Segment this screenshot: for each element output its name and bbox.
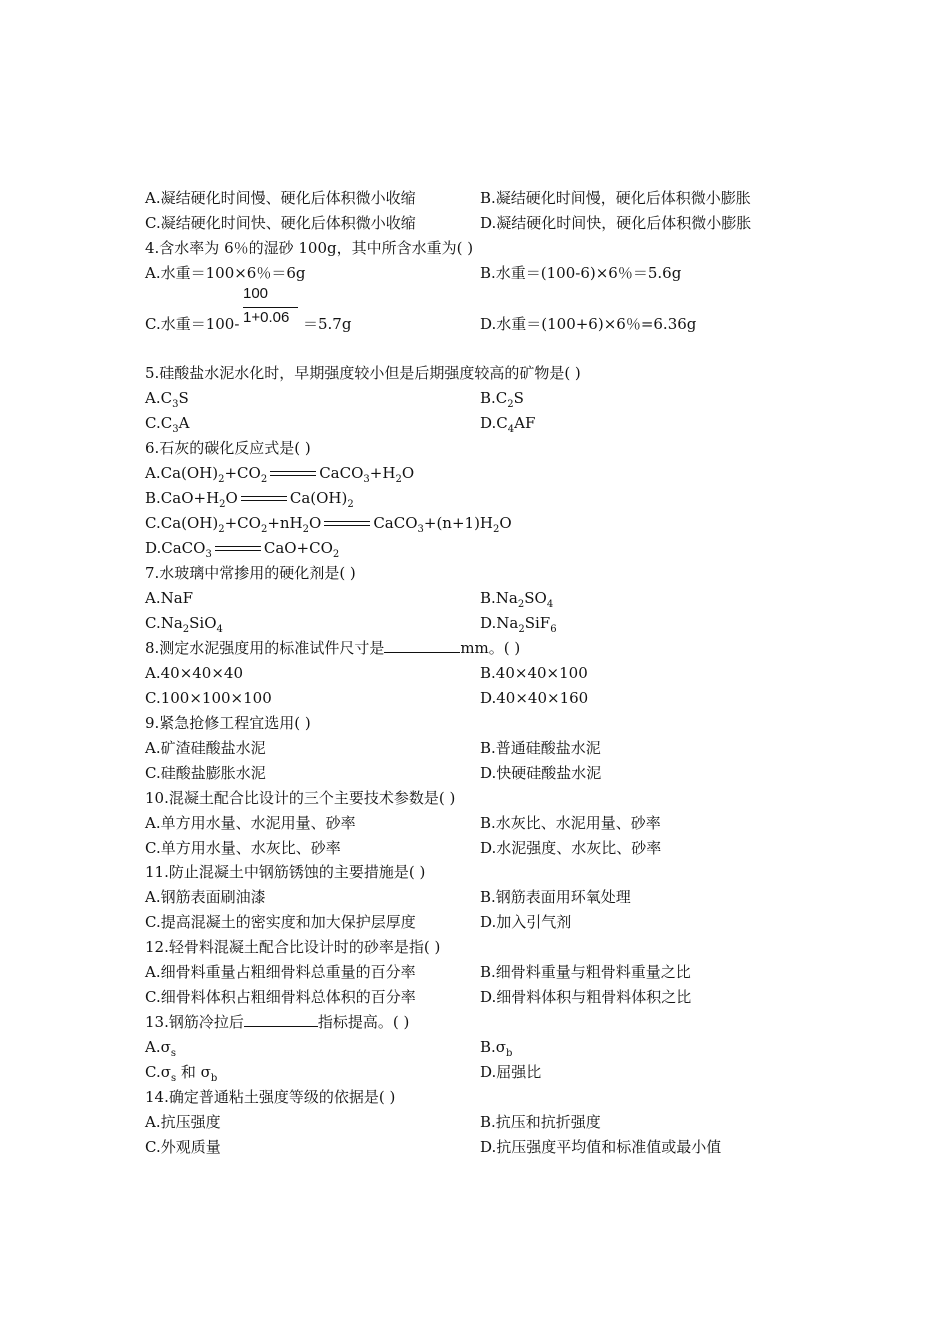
q8-answer-blank (384, 638, 460, 653)
q4-fraction-denominator: 1+0.06 (243, 309, 290, 326)
q13-option-d: D.屈强比 (480, 1063, 542, 1081)
q5-option-c: $C.C_3A$ (145, 414, 190, 435)
q13-stem: 13.钢筋冷拉后 指标提高。( ) (145, 1013, 410, 1031)
q10-option-d: D.水泥强度、水灰比、砂率 (480, 839, 662, 857)
q8-option-c: C.100×100×100 (145, 689, 272, 707)
q4-option-a: A.水重＝100×6％＝6g (145, 264, 306, 282)
q3-option-a: A.凝结硬化时间慢、硬化后体积微小收缩 (145, 189, 416, 207)
q14-option-d: D.抗压强度平均值和标准值或最小值 (480, 1138, 722, 1156)
q12-option-b: B.细骨料重量与粗骨料重量之比 (480, 963, 691, 981)
q4-stem: 4.含水率为 6％的湿砂 100g，其中所含水重为( ) (145, 239, 474, 257)
q3-option-d: D.凝结硬化时间快，硬化后体积微小膨胀 (480, 214, 752, 232)
q4-fraction-numerator: 100 (243, 285, 269, 302)
q6-option-a: $A.Ca(OH)_2+CO_2$ $CaCO_3+H_2O$ (145, 464, 415, 485)
q14-option-a: A.抗压强度 (145, 1113, 221, 1131)
q5-stem: 5.硅酸盐水泥水化时，早期强度较小但是后期强度较高的矿物是( ) (145, 364, 581, 382)
q6-stem: 6.石灰的碳化反应式是( ) (145, 439, 311, 457)
q4-fraction-bar (243, 307, 298, 308)
q8-stem: 8.测定水泥强度用的标准试件尺寸是 mm。( ) (145, 639, 521, 657)
q12-stem: 12.轻骨料混凝土配合比设计时的砂率是指( ) (145, 938, 441, 956)
q10-option-b: B.水灰比、水泥用量、砂率 (480, 814, 661, 832)
q7-option-c: $C.Na_2SiO_4$ (145, 614, 223, 635)
q11-option-b: B.钢筋表面用环氧处理 (480, 888, 631, 906)
q6-option-c: $C.Ca(OH)_2+CO_2+nH_2O$ $CaCO_3+(n+1)H_2O$ (145, 514, 512, 535)
q8-option-b: B.40×40×100 (480, 664, 588, 682)
q11-stem: 11.防止混凝土中钢筋锈蚀的主要措施是( ) (145, 863, 426, 881)
q12-option-a: A.细骨料重量占粗细骨料总重量的百分率 (145, 963, 416, 981)
q14-option-c: C.外观质量 (145, 1138, 221, 1156)
q13-option-c: $C.\sigma_s$ 和 $\sigma_b$ (145, 1063, 218, 1084)
q5-option-a: $A.C_3S$ (145, 389, 189, 410)
q7-stem: 7.水玻璃中常掺用的硬化剂是( ) (145, 564, 356, 582)
q13-answer-blank (244, 1012, 318, 1027)
q7-option-a: A.NaF (145, 589, 194, 607)
q4-option-d: D.水重＝(100+6)×6％=6.36g (480, 315, 697, 333)
q7-option-d: $D.Na_2SiF_6$ (480, 614, 557, 635)
q7-option-b: $B.Na_2SO_4$ (480, 589, 554, 610)
q4-option-c-prefix: C.水重＝100- (145, 315, 240, 333)
q10-option-c: C.单方用水量、水灰比、砂率 (145, 839, 341, 857)
q5-option-b: $B.C_2S$ (480, 389, 524, 410)
q3-option-c: C.凝结硬化时间快、硬化后体积微小收缩 (145, 214, 416, 232)
q14-stem: 14.确定普通粘土强度等级的依据是( ) (145, 1088, 396, 1106)
q5-option-d: $D.C_4AF$ (480, 414, 536, 435)
q9-option-d: D.快硬硅酸盐水泥 (480, 764, 602, 782)
q11-option-a: A.钢筋表面刷油漆 (145, 888, 266, 906)
q11-option-d: D.加入引气剂 (480, 913, 572, 931)
q10-option-a: A.单方用水量、水泥用量、砂率 (145, 814, 356, 832)
q9-option-c: C.硅酸盐膨胀水泥 (145, 764, 266, 782)
q14-option-b: B.抗压和抗折强度 (480, 1113, 601, 1131)
q4-option-b: B.水重＝(100-6)×6％＝5.6g (480, 264, 682, 282)
q13-option-a: $A.\sigma_s$ (145, 1038, 176, 1059)
q6-option-b: $B.CaO+H_2O$ $Ca(OH)_2$ (145, 489, 354, 510)
q6-option-d: D.CaCO$_3$ $CaO+CO_2$ (145, 539, 340, 560)
q11-option-c: C.提高混凝土的密实度和加大保护层厚度 (145, 913, 416, 931)
q12-option-c: C.细骨料体积占粗细骨料总体积的百分率 (145, 988, 416, 1006)
q9-stem: 9.紧急抢修工程宜选用( ) (145, 714, 311, 732)
q8-option-d: D.40×40×160 (480, 689, 589, 707)
q10-stem: 10.混凝土配合比设计的三个主要技术参数是( ) (145, 789, 456, 807)
q9-option-a: A.矿渣硅酸盐水泥 (145, 739, 266, 757)
q4-option-c-suffix: ＝5.7g (303, 315, 352, 333)
q13-option-b: $B.\sigma_b$ (480, 1038, 513, 1059)
q9-option-b: B.普通硅酸盐水泥 (480, 739, 601, 757)
q3-option-b: B.凝结硬化时间慢，硬化后体积微小膨胀 (480, 189, 751, 207)
q12-option-d: D.细骨料体积与粗骨料体积之比 (480, 988, 692, 1006)
q8-option-a: A.40×40×40 (145, 664, 243, 682)
